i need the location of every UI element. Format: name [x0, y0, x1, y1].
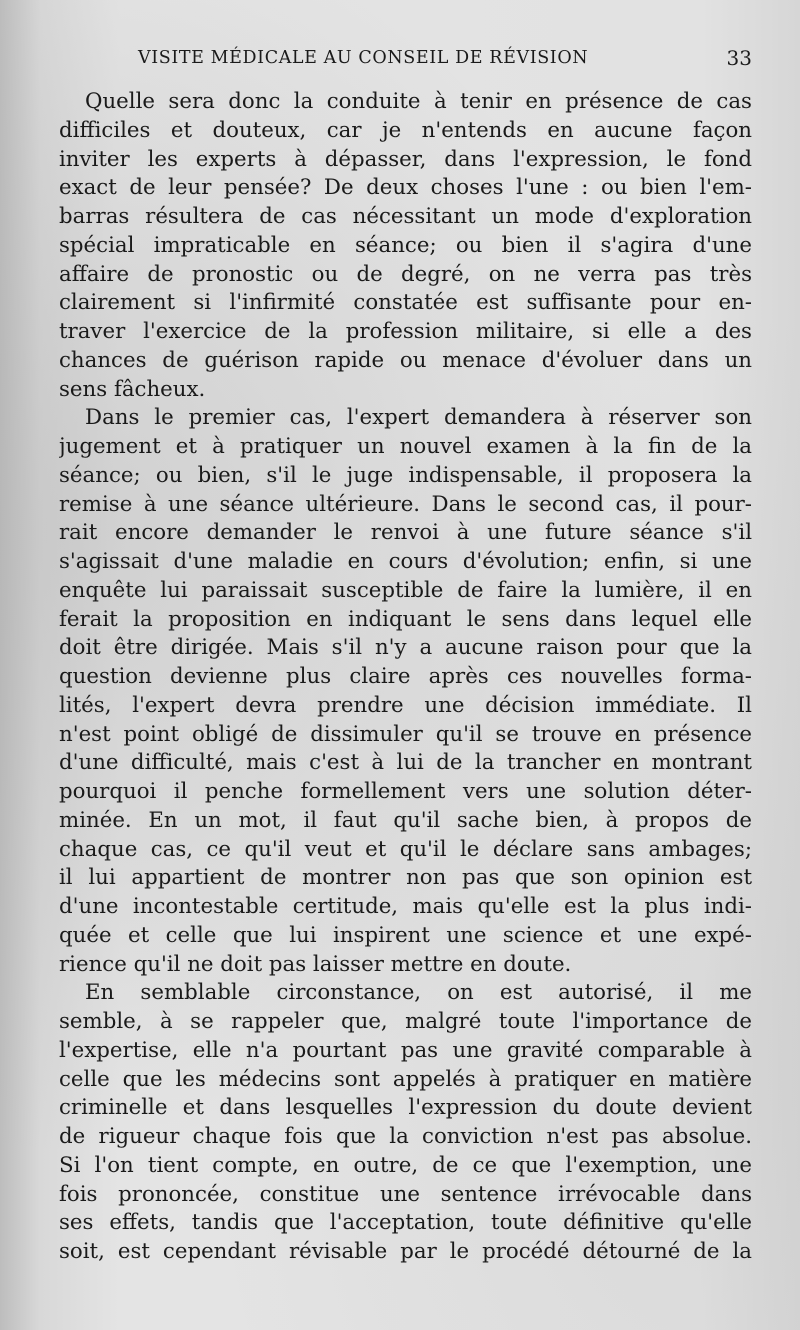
text-line: fois prononcée, constitue une sentence irrévocable dans: [59, 1181, 752, 1207]
text-line: Quelle sera donc la conduite à tenir en présence de cas: [85, 89, 752, 114]
text-line: chaque cas, ce qu'il veut et qu'il le déclare sans ambages;: [59, 836, 752, 862]
page-number: 33: [726, 46, 752, 70]
text-line: question devienne plus claire après ces nouvelles forma-: [59, 664, 752, 689]
text-line: lités, l'expert devra prendre une décision immédiate. Il: [59, 692, 752, 718]
text-line: inviter les experts à dépasser, dans l'expression, le fond: [59, 146, 752, 172]
text-line: de rigueur chaque fois que la conviction n'est pas absolue.: [59, 1124, 752, 1149]
text-line: barras résultera de cas nécessitant un mode d'exploration: [59, 204, 752, 229]
body-text: [59, 88, 752, 1267]
text-line: il lui appartient de montrer non pas que son opinion est: [59, 865, 752, 891]
text-line: spécial impraticable en séance; ou bien il s'agira d'une: [59, 232, 752, 258]
text-line: rait encore demander le renvoi à une future séance s'il: [59, 520, 752, 546]
text-line: semble, à se rappeler que, malgré toute l'importance de: [59, 1009, 752, 1034]
text-line: traver l'exercice de la profession militaire, si elle a des: [59, 319, 752, 344]
text-line: rience qu'il ne doit pas laisser mettre en doute.: [59, 951, 572, 977]
text-line: Si l'on tient compte, en outre, de ce que l'exemption, une: [59, 1152, 752, 1178]
text-line: d'une incontestable certitude, mais qu'elle est la plus indi-: [59, 894, 752, 919]
text-line: chances de guérison rapide ou menace d'évoluer dans un: [59, 347, 752, 373]
text-line: exact de leur pensée? De deux choses l'une : ou bien l'em-: [59, 175, 752, 201]
text-line: celle que les médecins sont appelés à pratiquer en matière: [59, 1066, 752, 1092]
text-line: d'une difficulté, mais c'est à lui de la trancher en montrant: [59, 750, 752, 776]
text-line: séance; ou bien, s'il le juge indispensable, il proposera la: [59, 462, 752, 488]
text-line: ses effets, tandis que l'acceptation, toute définitive qu'elle: [59, 1210, 752, 1236]
text-line: remise à une séance ultérieure. Dans le second cas, il pour-: [59, 491, 752, 517]
text-line: quée et celle que lui inspirent une science et une expé-: [59, 922, 752, 948]
text-line: En semblable circonstance, on est autorisé, il me: [85, 980, 752, 1006]
text-line: minée. En un mot, il faut qu'il sache bien, à propos de: [59, 807, 752, 833]
page-header: [62, 44, 752, 78]
text-line: affaire de pronostic ou de degré, on ne verra pas très: [59, 261, 752, 287]
text-line: s'agissait d'une maladie en cours d'évolution; enfin, si une: [59, 549, 752, 574]
text-line: doit être dirigée. Mais s'il n'y a aucune raison pour que la: [59, 635, 752, 661]
running-title: VISITE MÉDICALE AU CONSEIL DE RÉVISION: [138, 48, 589, 68]
text-line: enquête lui paraissait susceptible de faire la lumière, il en: [59, 577, 752, 603]
text-line: difficiles et douteux, car je n'entends en aucune façon: [59, 117, 752, 143]
text-line: soit, est cependant révisable par le procédé détourné de la: [59, 1239, 752, 1264]
text-line: l'expertise, elle n'a pourtant pas une gravité comparable à: [59, 1037, 752, 1063]
text-line: ferait la proposition en indiquant le sens dans lequel elle: [59, 606, 752, 632]
text-line: clairement si l'infirmité constatée est suffisante pour en-: [59, 290, 752, 316]
text-line: jugement et à pratiquer un nouvel examen à la fin de la: [59, 434, 752, 459]
text-line: sens fâcheux.: [59, 376, 206, 402]
text-line: pourquoi il penche formellement vers une solution déter-: [59, 779, 752, 804]
text-line: criminelle et dans lesquelles l'expression du doute devient: [59, 1095, 752, 1121]
text-line: n'est point obligé de dissimuler qu'il se trouve en présence: [59, 721, 752, 747]
text-line: Dans le premier cas, l'expert demandera à réserver son: [85, 405, 752, 431]
